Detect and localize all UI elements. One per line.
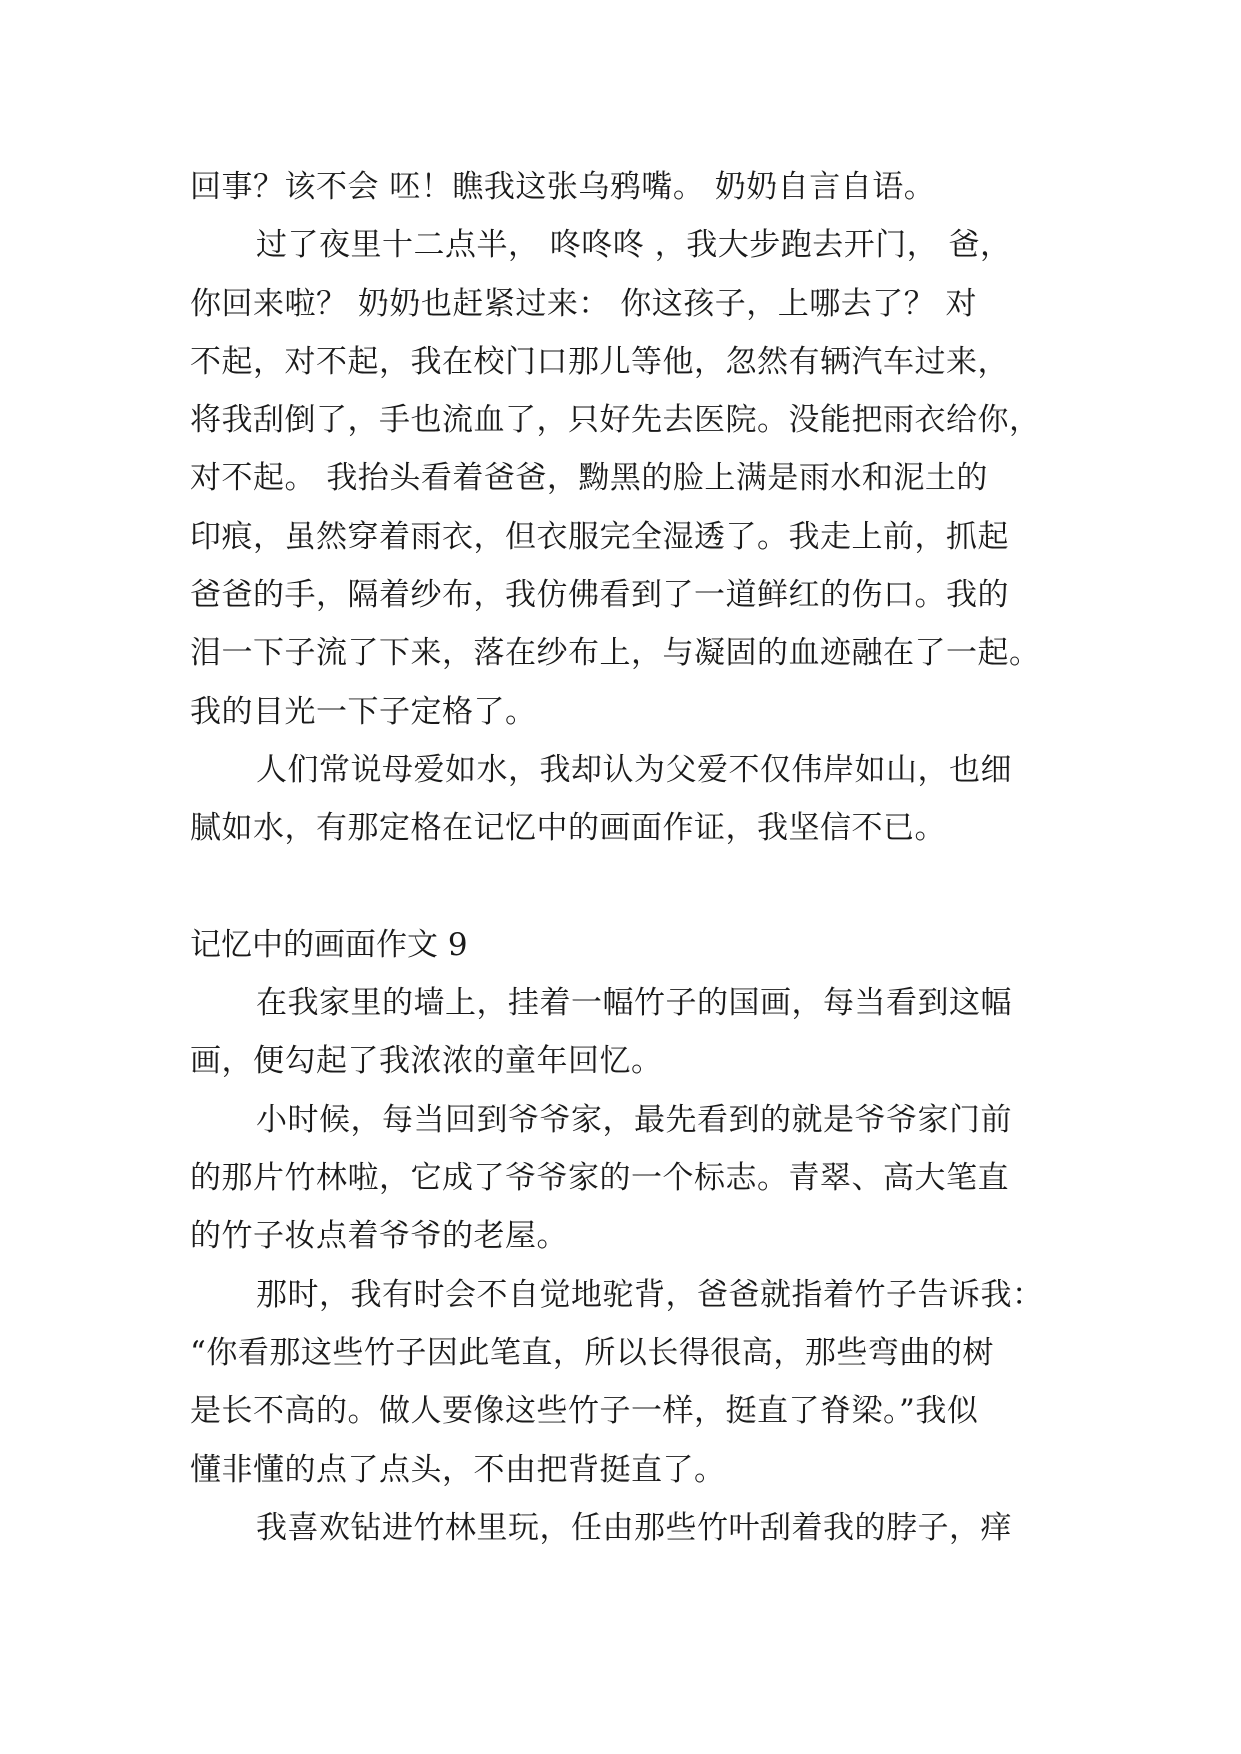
text-line: 我的目光一下子定格了。 — [190, 693, 537, 730]
text-line: 将我刮倒了，手也流血了，只好先去医院。没能把雨衣给你， — [190, 402, 1041, 439]
paragraph-first-line: 过了夜里十二点半， 咚咚咚 ，我大步跑去开门， 爸， — [256, 227, 1012, 264]
document-page — [190, 158, 1050, 1557]
text-line: 是长不高的。做人要像这些竹子一样，挺直了脊梁。”我似 — [190, 1393, 979, 1430]
text-line: 泪一下子流了下来，落在纱布上，与凝固的血迹融在了一起。 — [190, 635, 1041, 672]
text-line: 你回来啦？ 奶奶也赶紧过来： 你这孩子，上哪去了？ 对 — [190, 285, 978, 322]
text-line: 印痕，虽然穿着雨衣，但衣服完全湿透了。我走上前，抓起 — [190, 518, 1009, 555]
text-line: 的竹子妆点着爷爷的老屋。 — [190, 1218, 568, 1255]
section-title: 记忆中的画面作文 9 — [190, 926, 468, 963]
paragraph-first-line: 人们常说母爱如水，我却认为父爱不仅伟岸如山，也细 — [256, 751, 1012, 788]
paragraph-first-line: 在我家里的墙上，挂着一幅竹子的国画，每当看到这幅 — [256, 985, 1012, 1022]
text-line: 画，便勾起了我浓浓的童年回忆。 — [190, 1043, 663, 1080]
text-line: 爸爸的手，隔着纱布，我仿佛看到了一道鲜红的伤口。我的 — [190, 577, 1009, 614]
paragraph-first-line: 小时候，每当回到爷爷家，最先看到的就是爷爷家门前 — [256, 1101, 1012, 1138]
paragraph-first-line: 那时，我有时会不自觉地驼背，爸爸就指着竹子告诉我： — [256, 1276, 1044, 1313]
text-line: 懂非懂的点了点头，不由把背挺直了。 — [190, 1451, 726, 1488]
text-line: 腻如水，有那定格在记忆中的画面作证，我坚信不已。 — [190, 810, 946, 847]
text-line: 对不起。 我抬头看着爸爸，黝黑的脸上满是雨水和泥土的 — [190, 460, 988, 497]
text-line: “你看那这些竹子因此笔直，所以长得很高，那些弯曲的树 — [190, 1334, 994, 1371]
text-line: 回事？该不会 呸！瞧我这张乌鸦嘴。 奶奶自言自语。 — [190, 169, 936, 205]
paragraph-first-line: 我喜欢钻进竹林里玩，任由那些竹叶刮着我的脖子，痒 — [256, 1509, 1012, 1546]
text-line: 的那片竹林啦，它成了爷爷家的一个标志。青翠、高大笔直 — [190, 1160, 1009, 1197]
text-line: 不起，对不起，我在校门口那儿等他，忽然有辆汽车过来， — [190, 343, 1009, 380]
blank-line — [190, 858, 1050, 916]
